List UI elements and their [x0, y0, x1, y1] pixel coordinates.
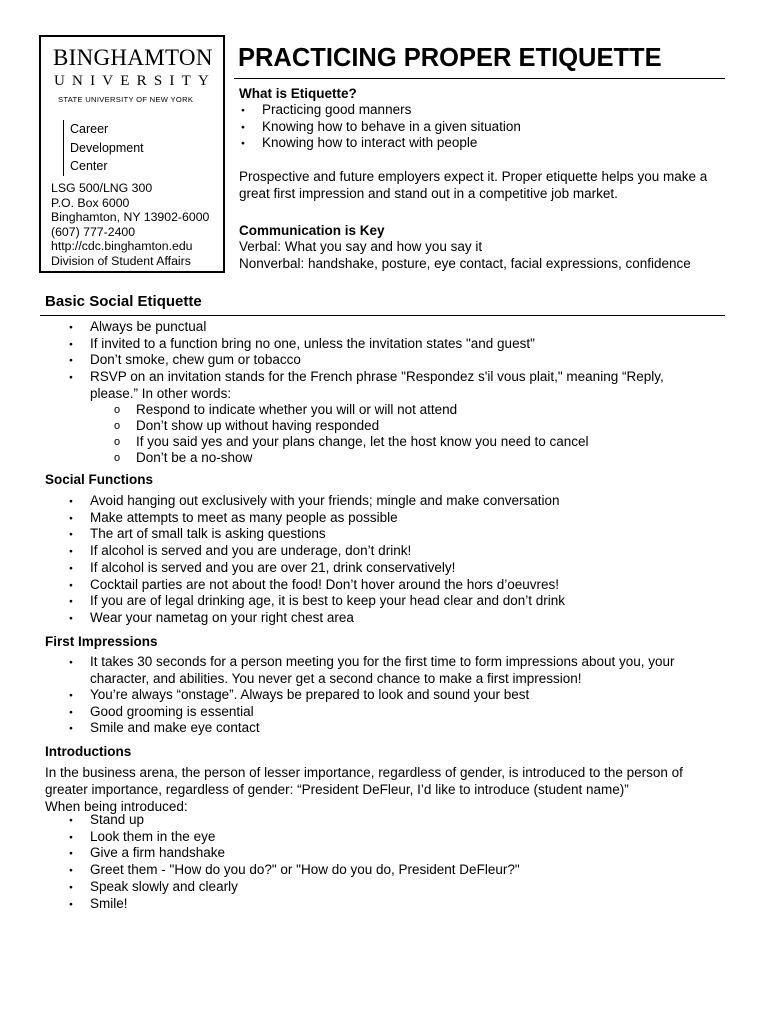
- list-item: ● Practicing good manners: [262, 102, 521, 119]
- section-heading: Basic Social Etiquette: [45, 293, 202, 310]
- list-item: ● Greet them - "How do you do?" or "How do you do, President DeFleur?": [90, 862, 520, 879]
- list-item: ● Cocktail parties are not about the food! Don’t hover around the hors d’oeuvres!: [90, 577, 565, 594]
- sub-list-item: o If you said yes and your plans change, let the host know you need to cancel: [136, 434, 589, 450]
- section-heading: First Impressions: [45, 634, 158, 649]
- communication-heading: Communication is Key: [239, 223, 385, 238]
- address-line: LSG 500/LNG 300: [51, 181, 153, 195]
- paragraph-line: Nonverbal: handshake, posture, eye contact, facial expressions, confidence: [239, 256, 691, 271]
- communication-lines: [239, 238, 691, 272]
- list-item: ● RSVP on an invitation stands for the French phrase "Respondez s'il vous plait," meaning “Reply,: [90, 369, 664, 386]
- list-item: ● If you are of legal drinking age, it is best to keep your head clear and don’t drink: [90, 593, 565, 610]
- paragraph-line: greater importance, regardless of gender: “President DeFleur, I’d like to introduce (student name)”: [45, 782, 629, 797]
- list-item: ● Smile!: [90, 896, 520, 913]
- address-line: Division of Student Affairs: [51, 253, 191, 268]
- sub-list-item: o Don’t show up without having responded: [136, 418, 589, 434]
- list-item: ● Don’t smoke, chew gum or tobacco: [90, 352, 664, 369]
- social-list: [90, 493, 565, 627]
- title-divider: [234, 78, 725, 79]
- cdc-line: Development: [70, 140, 144, 155]
- logo-wordmark: BINGHAMTON: [53, 45, 213, 70]
- list-item: ● The art of small talk is asking questions: [90, 526, 565, 543]
- list-item: ● Good grooming is essential: [90, 704, 529, 721]
- logo-university: UNIVERSITY: [54, 73, 216, 89]
- list-item: ● Stand up: [90, 812, 520, 829]
- paragraph-line: Prospective and future employers expect it. Proper etiquette helps you make a: [239, 169, 708, 184]
- list-item: ● If alcohol is served and you are underage, don’t drink!: [90, 543, 565, 560]
- list-item: ● Give a firm handshake: [90, 845, 520, 862]
- what-is-heading: What is Etiquette?: [239, 86, 357, 101]
- cdc-line: Career: [70, 122, 109, 136]
- list-item: ● If alcohol is served and you are over 21, drink conservatively!: [90, 560, 565, 577]
- first-impressions-list-cont: [90, 687, 529, 737]
- list-item: ● If invited to a function bring no one, unless the invitation states "and guest": [90, 336, 664, 353]
- cdc-line: Center: [70, 159, 108, 173]
- intro-paragraph: [239, 168, 707, 202]
- list-item: ● You’re always “onstage”. Always be prepared to look and sound your best: [90, 687, 529, 704]
- career-center-label: [63, 120, 144, 176]
- paragraph-line: When being introduced:: [45, 799, 188, 814]
- page-title: PRACTICING PROPER ETIQUETTE: [238, 44, 662, 72]
- basic-list: [90, 319, 664, 386]
- address-line: (607) 777-2400: [51, 224, 136, 239]
- list-item: ● Knowing how to behave in a given situation: [262, 119, 521, 136]
- introductions-paragraph: [45, 764, 683, 815]
- logo-tagline: STATE UNIVERSITY OF NEW YORK: [58, 95, 194, 104]
- paragraph-line: great first impression and stand out in a competitive job market.: [239, 186, 618, 201]
- list-item: ● Make attempts to meet as many people as possible: [90, 510, 565, 527]
- list-item-continuation: character, and abilities. You never get a second chance to make a first impression!: [90, 671, 582, 686]
- section-divider: [40, 315, 725, 316]
- first-impressions-list: [90, 654, 675, 671]
- list-item: ● Wear your nametag on your right chest area: [90, 610, 565, 627]
- sub-list-item: o Don’t be a no-show: [136, 450, 589, 466]
- introductions-list: [90, 812, 520, 912]
- list-item: ● Avoid hanging out exclusively with your friends; mingle and make conversation: [90, 493, 565, 510]
- what-is-list: [262, 102, 521, 152]
- section-heading: Introductions: [45, 744, 132, 759]
- list-item: ● It takes 30 seconds for a person meeting you for the first time to form impressions about you, your: [90, 654, 675, 671]
- logo-box: [39, 35, 225, 273]
- list-item: ● Knowing how to interact with people: [262, 135, 521, 152]
- paragraph-line: Verbal: What you say and how you say it: [239, 239, 483, 254]
- address-link[interactable]: http://cdc.binghamton.edu: [51, 239, 193, 253]
- list-item: ● Speak slowly and clearly: [90, 879, 520, 896]
- address-line: Binghamton, NY 13902-6000: [51, 210, 210, 224]
- list-item: ● Smile and make eye contact: [90, 720, 529, 737]
- address-block: [51, 181, 209, 268]
- list-item: ● Look them in the eye: [90, 829, 520, 846]
- address-line: P.O. Box 6000: [51, 195, 130, 210]
- paragraph-line: In the business arena, the person of lesser importance, regardless of gender, is introduced to the person of: [45, 765, 683, 780]
- list-item-continuation: please.” In other words:: [90, 386, 232, 401]
- rsvp-sublist: [136, 402, 589, 466]
- section-heading: Social Functions: [45, 472, 154, 487]
- sub-list-item: o Respond to indicate whether you will or will not attend: [136, 402, 589, 418]
- list-item: ● Always be punctual: [90, 319, 664, 336]
